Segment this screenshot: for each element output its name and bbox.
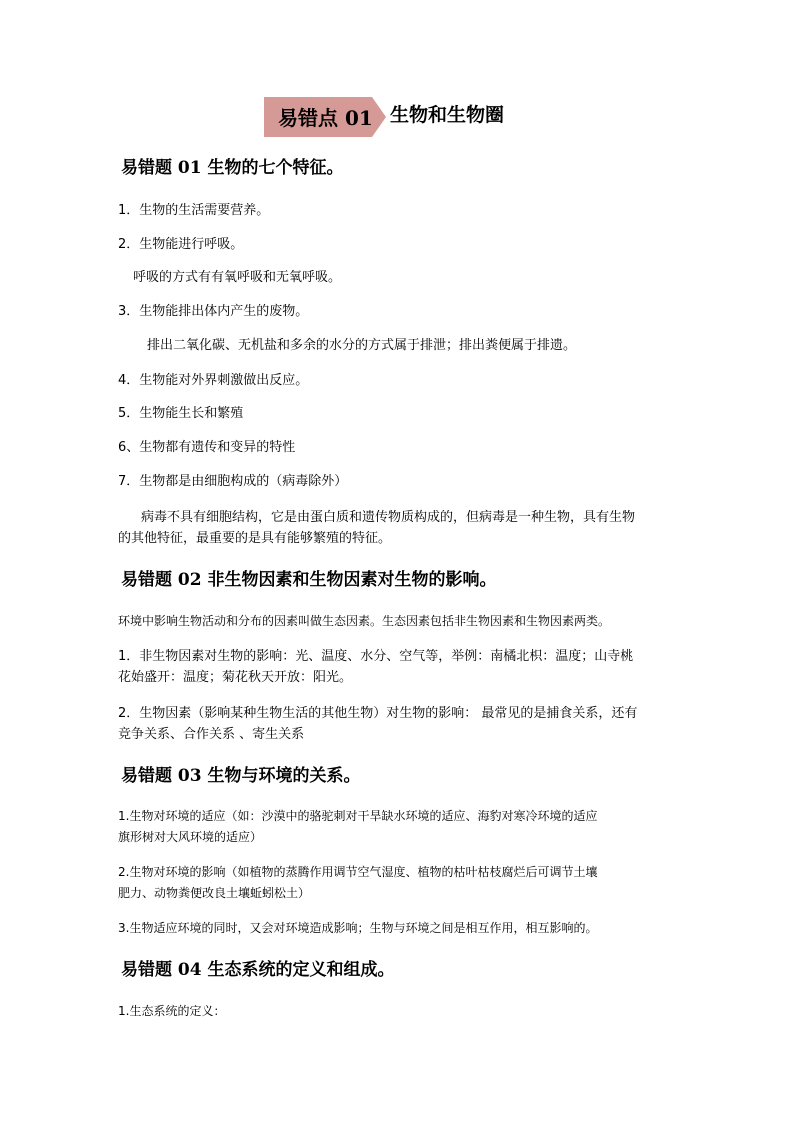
section-heading-1: 易错题 01 生物的七个特征。: [121, 158, 344, 178]
paragraph-line: 环境中影响生物活动和分布的因素叫做生态因素。生态因素包括非生物因素和生物因素两类。: [118, 614, 611, 628]
paragraph-line: 1．生物的生活需要营养。: [118, 203, 270, 218]
paragraph-line: 病毒不具有细胞结构，它是由蛋白质和遗传物质构成的，但病毒是一种生物，具有生物: [141, 510, 636, 525]
paragraph-line: 3．生物能排出体内产生的废物。: [118, 304, 309, 319]
paragraph-line: 排出二氧化碳、无机盐和多余的水分的方式属于排泄；排出粪便属于排遗。: [147, 338, 577, 353]
paragraph-line: 旗形树对大风环境的适应）: [118, 830, 263, 844]
paragraph-line: 2.生物对环境的影响（如植物的蒸腾作用调节空气湿度、植物的枯叶枯枝腐烂后可调节土壤: [118, 865, 598, 879]
paragraph-line: 4．生物能对外界刺激做出反应。: [118, 373, 309, 388]
paragraph-line: 呼吸的方式有有氧呼吸和无氧呼吸。: [133, 270, 342, 285]
paragraph-line: 5．生物能生长和繁殖: [118, 406, 244, 421]
section-heading-3: 易错题 03 生物与环境的关系。: [121, 766, 361, 786]
title-banner: [264, 97, 386, 137]
banner-label: 易错点 01: [278, 106, 373, 130]
paragraph-line: 3.生物适应环境的同时，又会对环境造成影响；生物与环境之间是相互作用，相互影响的。: [118, 921, 598, 935]
paragraph-line: 竞争关系、合作关系 、寄生关系: [118, 727, 305, 742]
section-heading-2: 易错题 02 非生物因素和生物因素对生物的影响。: [121, 570, 497, 590]
paragraph-line: 1．非生物因素对生物的影响：光、温度、水分、空气等，举例：南橘北枳：温度；山寺桃: [118, 649, 634, 664]
paragraph-line: 花始盛开：温度；菊花秋天开放：阳光。: [118, 670, 353, 685]
paragraph-line: 6、生物都有遗传和变异的特性: [118, 440, 296, 455]
paragraph-line: 2．生物因素（影响某种生物生活的其他生物）对生物的影响： 最常见的是捕食关系，还有: [118, 706, 638, 721]
section-heading-4: 易错题 04 生态系统的定义和组成。: [121, 960, 395, 980]
paragraph-line: 的其他特征，最重要的是具有能够繁殖的特征。: [118, 531, 392, 546]
paragraph-line: 1.生物对环境的适应（如：沙漠中的骆驼刺对干旱缺水环境的适应、海豹对寒冷环境的适应: [118, 809, 598, 823]
paragraph-line: 1.生态系统的定义：: [118, 1004, 226, 1018]
paragraph-line: 2．生物能进行呼吸。: [118, 237, 244, 252]
paragraph-line: 肥力、动物粪便改良土壤蚯蚓松土）: [118, 886, 311, 900]
page-title: 生物和生物圈: [390, 104, 505, 126]
paragraph-line: 7．生物都是由细胞构成的（病毒除外）: [118, 474, 348, 489]
